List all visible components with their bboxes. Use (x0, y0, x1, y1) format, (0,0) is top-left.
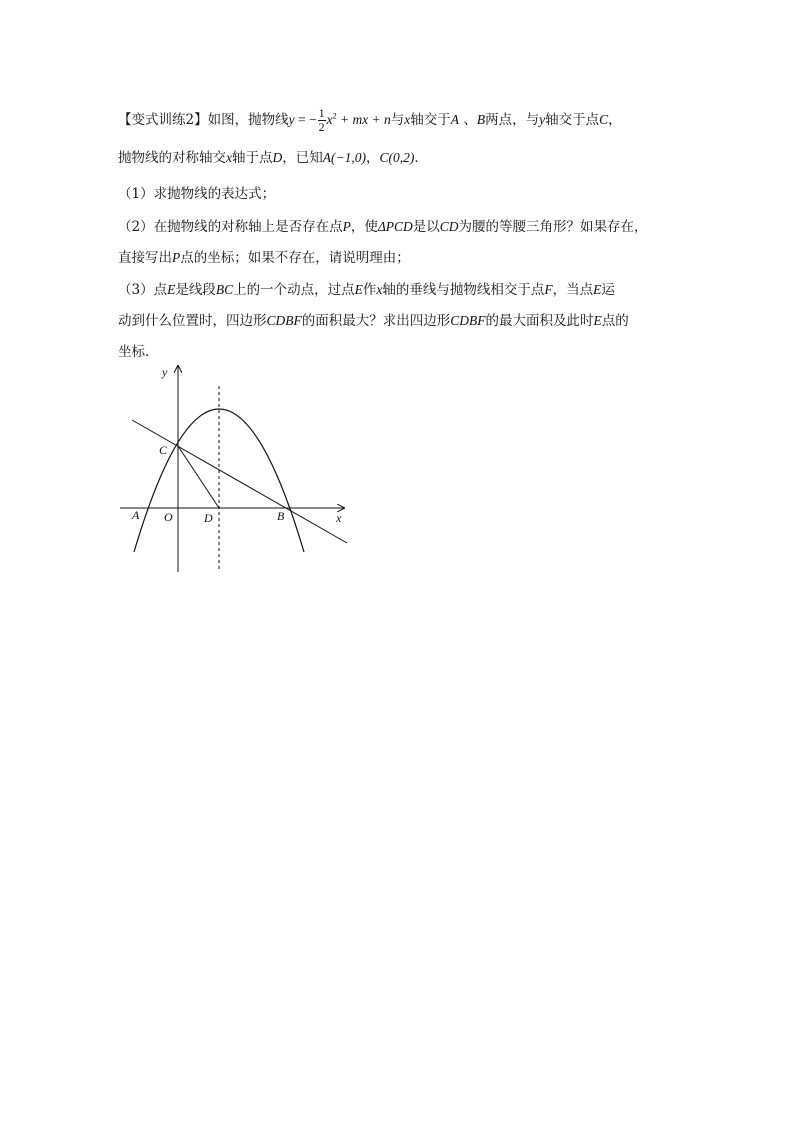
fraction (318, 107, 326, 134)
math-var: x (376, 282, 383, 297)
text-run: 轴于点 (232, 150, 273, 166)
text-run: （2）在抛物线的对称轴上是否存在点 (118, 219, 343, 235)
origin-label: O (164, 510, 173, 524)
text-run: （3）点 (118, 282, 168, 298)
text-run: ，已知 (282, 150, 323, 166)
math-var: E (593, 313, 602, 328)
math-var: F (544, 282, 553, 297)
math-quadrilateral: CDBF (266, 313, 302, 328)
text-run: ， (608, 112, 622, 128)
text-run: 的面积最大？求出四边形 (301, 313, 451, 329)
point-a-label: A (132, 508, 140, 522)
math-var: x (226, 150, 232, 165)
text-run: 的最大面积及此时 (485, 313, 594, 329)
text-run: ， (365, 150, 380, 166)
question-2-line-2 (118, 249, 410, 267)
question-1: （1）求抛物线的表达式； (118, 186, 276, 202)
text-run: 上的一个动点，过点 (233, 282, 355, 298)
x-axis-label: x (336, 511, 342, 525)
math-var: E (593, 282, 602, 297)
math-coordinate: C(0,2) (379, 150, 415, 165)
question-3-line-3: 坐标． (118, 344, 159, 360)
parabola-figure (112, 362, 352, 576)
math-var: E (167, 282, 176, 297)
text-run: 是以 (412, 219, 440, 235)
y-axis-label: y (162, 365, 168, 379)
math-var: P (172, 250, 181, 265)
segment-cd (178, 446, 219, 508)
math-op: = − (294, 112, 317, 127)
question-2-line-1 (118, 218, 648, 236)
math-var: E (354, 282, 363, 297)
math-coordinate: A(−1,0) (322, 150, 366, 165)
problem-line-2 (118, 149, 428, 167)
text-run: 、 (459, 112, 477, 128)
text-run: 为腰的等腰三角形？如果存在， (458, 219, 648, 235)
text-run: ，使 (350, 219, 378, 235)
point-d-label: D (204, 511, 213, 525)
question-3-line-1 (118, 281, 615, 299)
text-run: 轴的垂线与抛物线相交于点 (382, 282, 545, 298)
text-run: 抛物线的对称轴交 (118, 150, 226, 166)
fraction-numerator: 1 (318, 106, 325, 120)
math-var: B (476, 112, 486, 127)
math-expr: + mx + n (336, 112, 391, 127)
text-run: 作 (362, 282, 377, 298)
math-var: P (342, 219, 351, 234)
math-var: C (599, 112, 609, 127)
problem-title-tag: 【变式训练2】 (118, 112, 208, 128)
math-var: D (272, 150, 283, 165)
line-bc (132, 420, 347, 543)
math-var: y (288, 112, 295, 127)
math-segment: BC (215, 282, 234, 297)
question-3-line-2 (118, 312, 629, 330)
point-c-label: C (159, 443, 168, 457)
text-run: 如图，抛物线 (207, 112, 289, 128)
math-segment: CD (439, 219, 459, 234)
math-var: x (404, 112, 411, 127)
text-run: 轴交于 (410, 112, 451, 128)
text-run: 点的坐标；如果不存在，请说明理由； (180, 250, 410, 266)
fraction-denominator: 2 (318, 120, 325, 134)
text-run: ． (414, 150, 428, 166)
math-exponent: 2 (332, 111, 337, 121)
problem-line-1 (118, 107, 622, 134)
math-quadrilateral: CDBF (450, 313, 486, 328)
text-run: 运 (601, 282, 615, 298)
text-run: 动到什么位置时，四边形 (118, 313, 267, 329)
math-triangle: ΔPCD (377, 219, 413, 234)
text-run: 与 (390, 112, 405, 128)
text-run: 轴交于点 (545, 112, 600, 128)
text-run: 直接写出 (118, 250, 172, 266)
text-run: 是线段 (175, 282, 216, 298)
math-var: y (539, 112, 546, 127)
text-run: 点的 (601, 313, 629, 329)
text-run: 两点，与 (485, 112, 540, 128)
text-run: ，当点 (552, 282, 594, 298)
point-b-label: B (277, 509, 285, 523)
math-var: x (326, 112, 333, 127)
math-var: A (450, 112, 460, 127)
